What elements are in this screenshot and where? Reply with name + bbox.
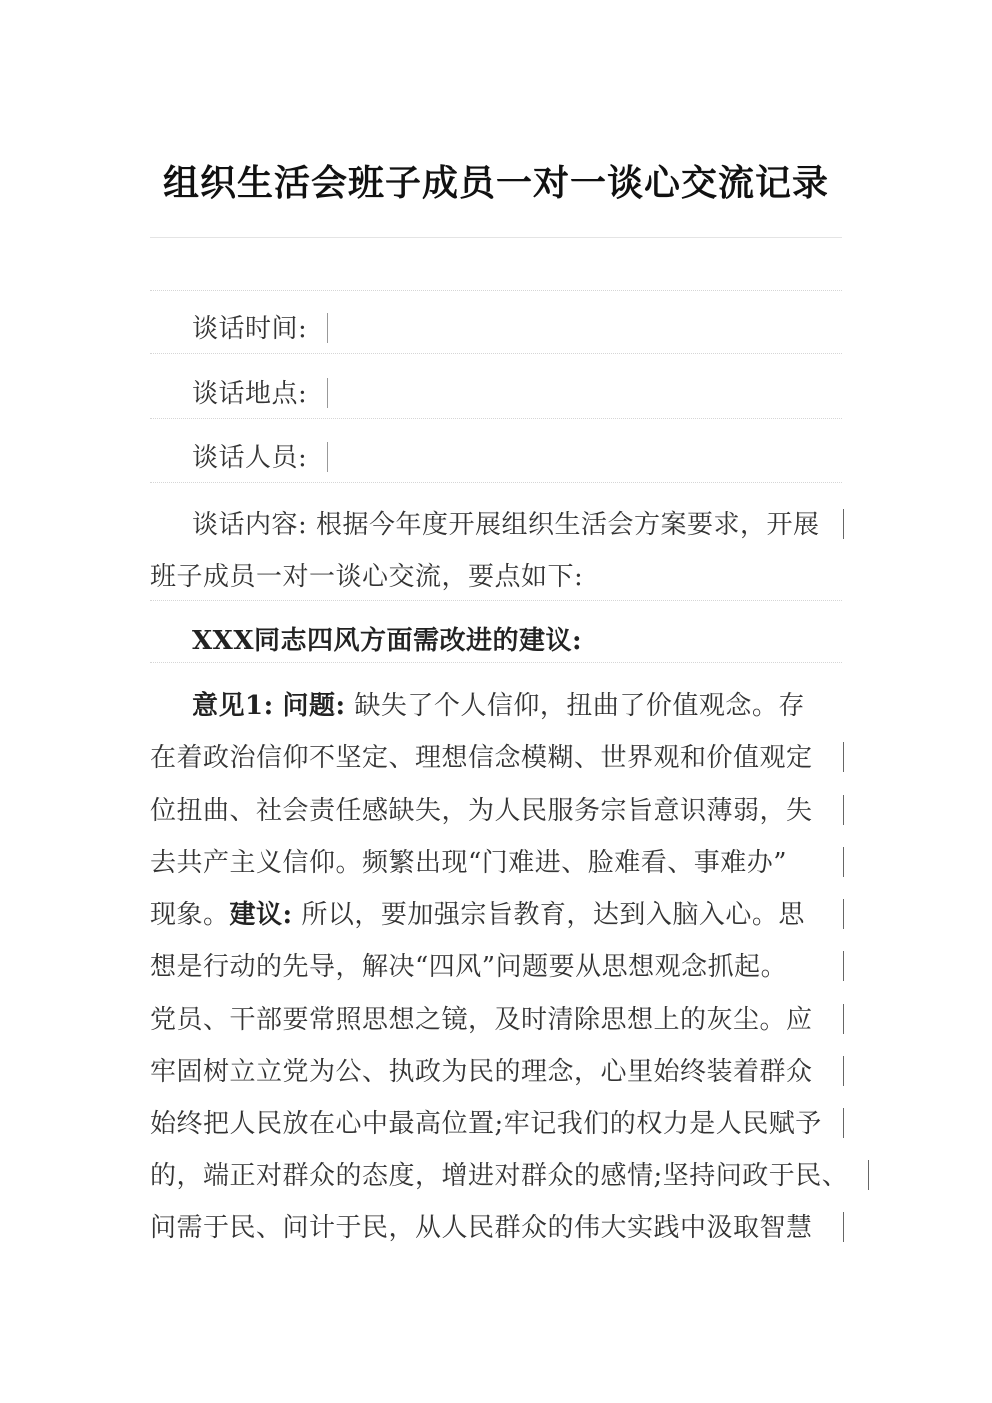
opinion-text: 现象。 [150, 900, 230, 930]
title-divider [150, 237, 842, 238]
margin-mark [843, 1004, 844, 1034]
opinion-line: 牢固树立立党为公、执政为民的理念，心里始终装着群众 [150, 1057, 813, 1087]
margin-mark [843, 742, 844, 772]
margin-mark [843, 509, 844, 539]
opinion-line: 想是行动的先导，解决“四风”问题要从思想观念抓起。 [150, 952, 788, 982]
opinion-line: 问需于民、问计于民，从人民群众的伟大实践中汲取智慧 [150, 1213, 813, 1243]
margin-mark [843, 847, 844, 877]
opinion-line: 在着政治信仰不坚定、理想信念模糊、世界观和价值观定 [150, 743, 813, 773]
document-title: 组织生活会班子成员一对一谈心交流记录 [162, 163, 829, 204]
opinion-line: 位扭曲、社会责任感缺失，为人民服务宗旨意识薄弱，失 [150, 796, 813, 826]
field-divider [150, 418, 842, 419]
field-divider [150, 600, 842, 601]
content-line: 谈话内容: 根据今年度开展组织生活会方案要求，开展 [192, 510, 820, 540]
section-heading: XXX同志四风方面需改进的建议: [192, 626, 583, 656]
opinion-line: 的，端正对群众的态度，增进对群众的感情;坚持问政于民、 [150, 1161, 849, 1191]
content-line: 班子成员一对一谈心交流，要点如下: [150, 562, 584, 592]
opinion-label: 意见1: [192, 691, 274, 721]
field-divider [150, 662, 842, 663]
margin-mark [868, 1160, 869, 1190]
text-cursor-mark [327, 378, 328, 408]
problem-label: 问题: [282, 691, 346, 721]
opinion-line [150, 899, 805, 931]
talk-people-label: 谈话人员: [192, 443, 308, 473]
field-divider [150, 290, 842, 291]
margin-mark [843, 1212, 844, 1242]
field-divider [150, 353, 842, 354]
opinion-text: 缺失了个人信仰，扭曲了价值观念。存 [354, 691, 805, 721]
margin-mark [843, 899, 844, 929]
talk-place-label: 谈话地点: [192, 379, 308, 409]
opinion-text: 所以，要加强宗旨教育，达到入脑入心。思 [301, 900, 805, 930]
opinion-line: 始终把人民放在心中最高位置;牢记我们的权力是人民赋予 [150, 1109, 822, 1139]
opinion-line: 党员、干部要常照思想之镜，及时清除思想上的灰尘。应 [150, 1005, 813, 1035]
opinion-line [192, 690, 805, 722]
margin-mark [843, 951, 844, 981]
suggestion-label: 建议: [229, 900, 293, 930]
text-cursor-mark [327, 313, 328, 343]
margin-mark [843, 1056, 844, 1086]
margin-mark [843, 1108, 844, 1138]
text-cursor-mark [327, 442, 328, 472]
margin-mark [843, 795, 844, 825]
talk-time-label: 谈话时间: [192, 314, 308, 344]
opinion-line: 去共产主义信仰。频繁出现“门难进、脸难看、事难办” [150, 848, 788, 878]
field-divider [150, 482, 842, 483]
